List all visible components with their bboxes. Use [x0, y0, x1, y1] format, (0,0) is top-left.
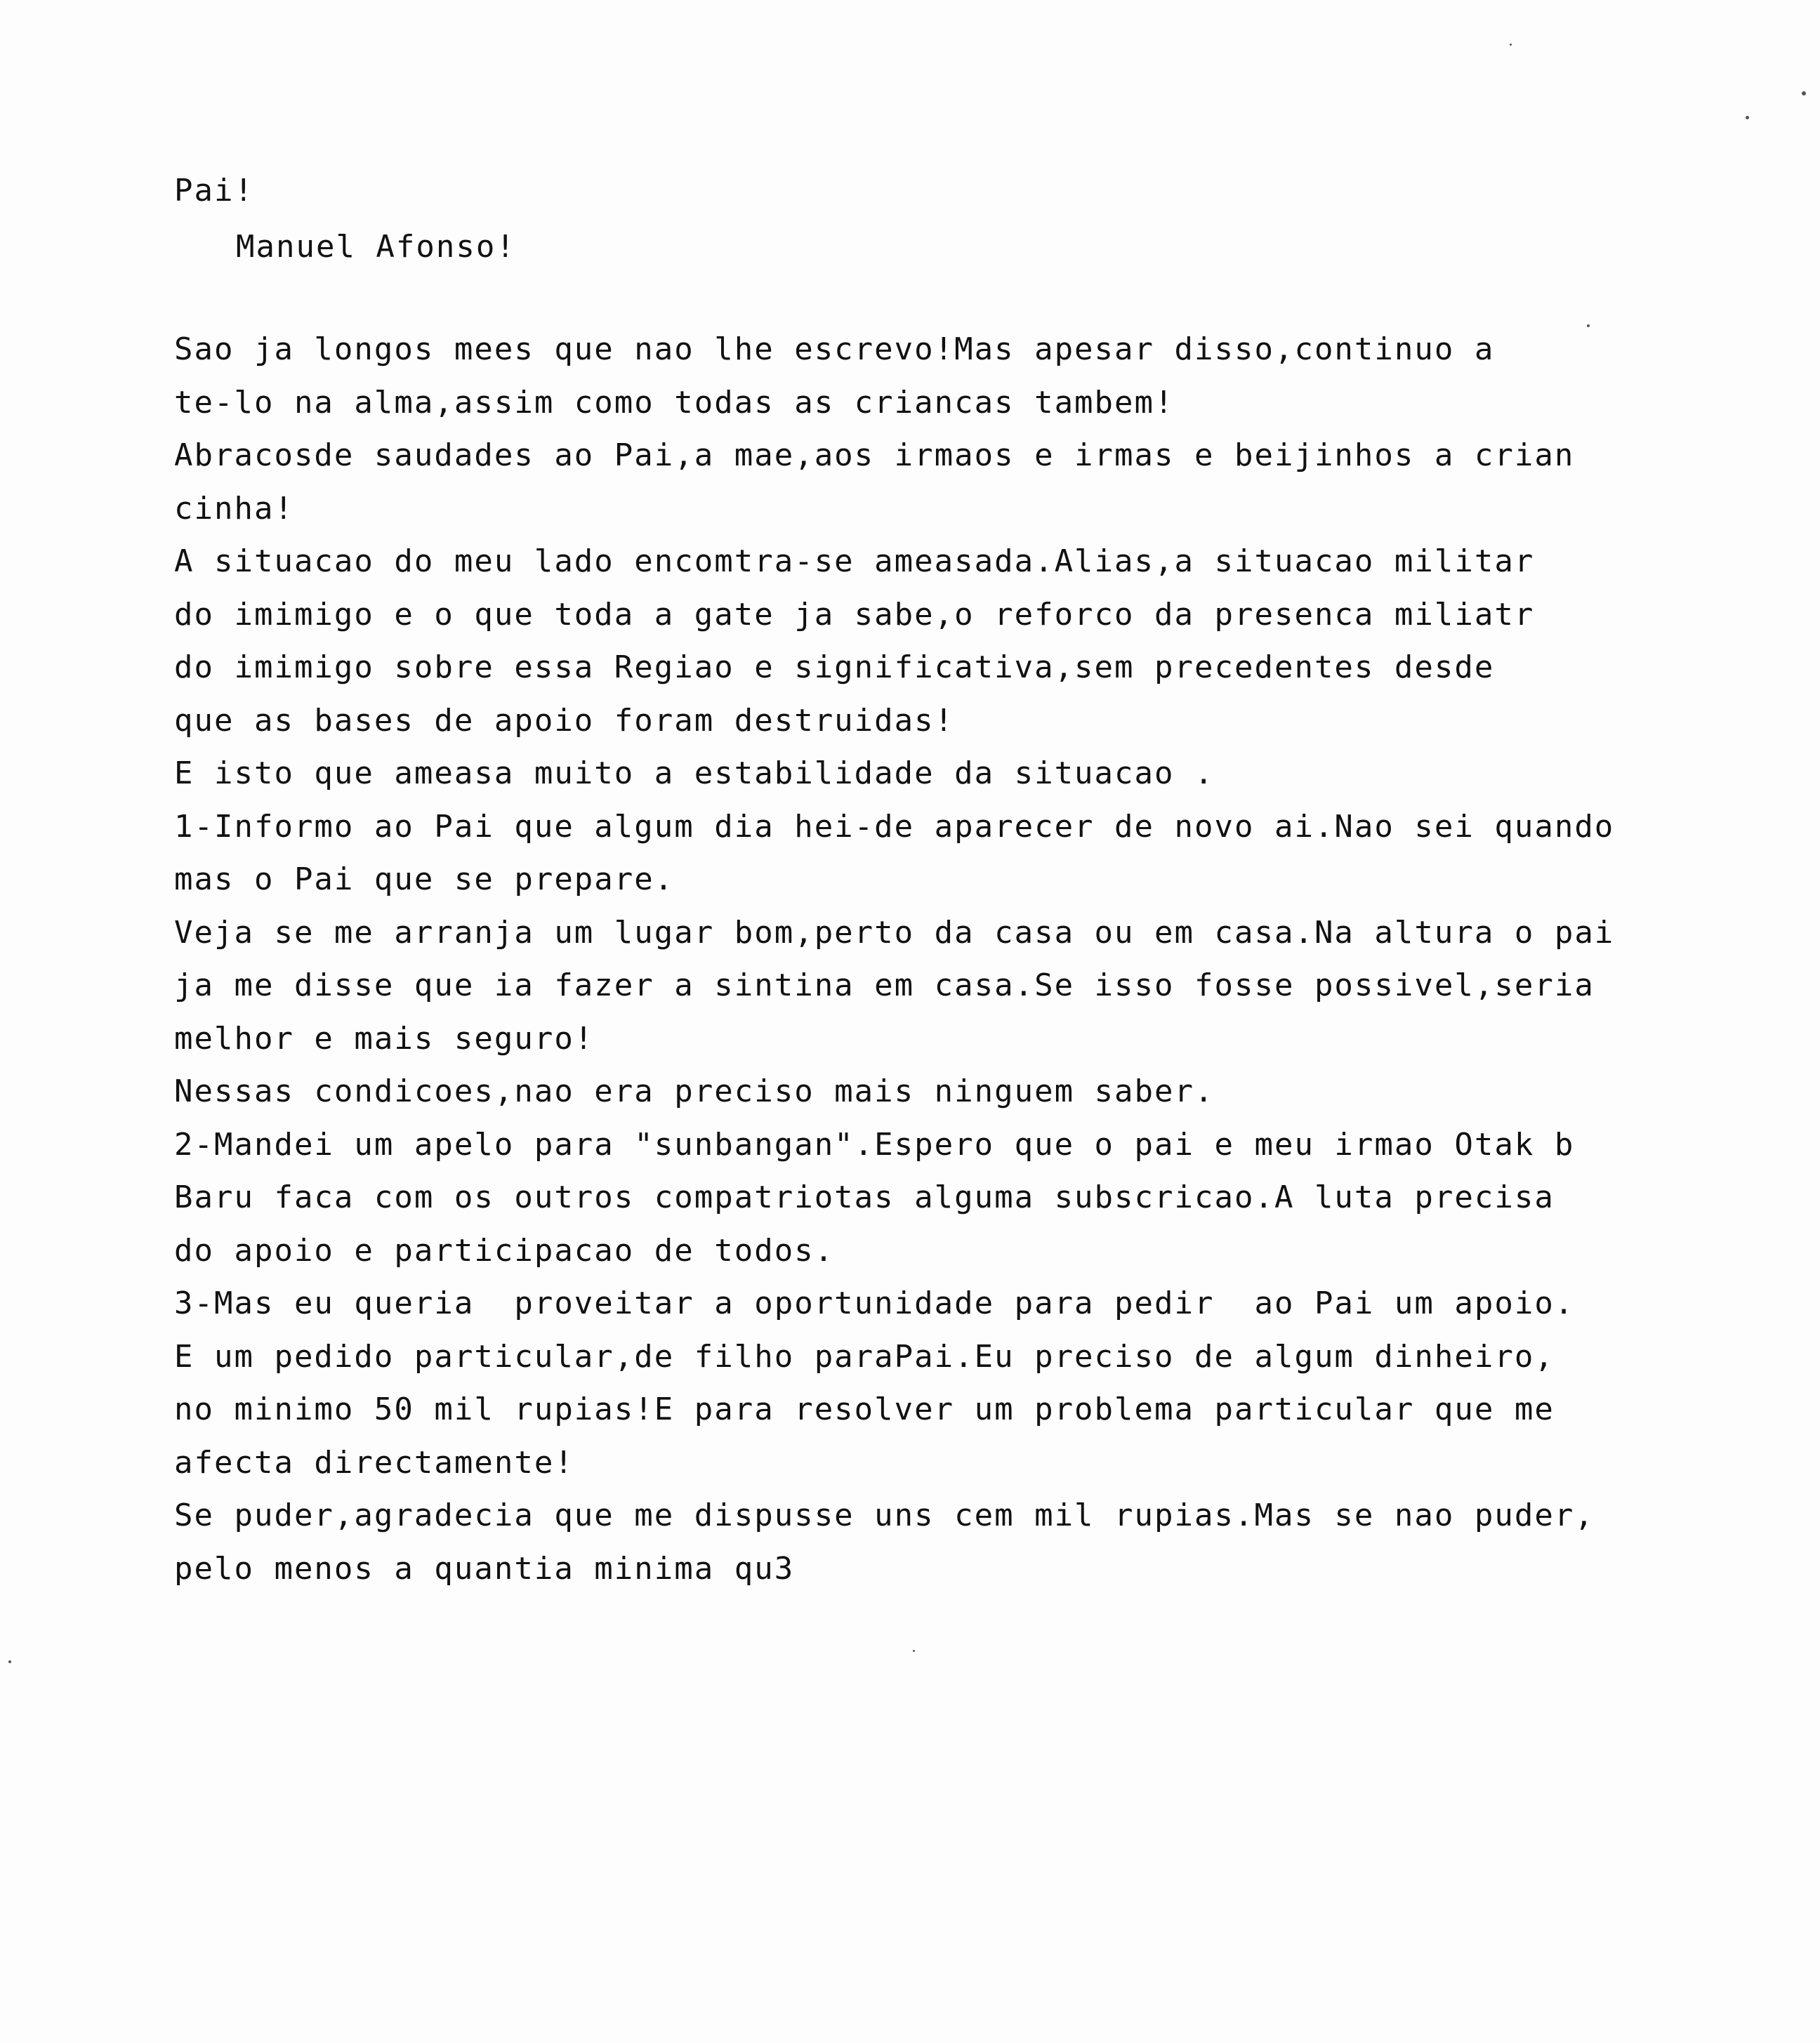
letter-line: te-lo na alma,assim como todas as criancas tambem! [174, 384, 1175, 421]
ink-speck [1746, 116, 1749, 119]
letter-line: do imimigo sobre essa Regiao e significativa,sem precedentes desde [174, 649, 1495, 685]
letter-line: do apoio e participacao de todos. [174, 1232, 835, 1269]
letter-line: Abracosde saudades ao Pai,a mae,aos irmaos e irmas e beijinhos a crian [174, 437, 1575, 473]
letter-line: Veja se me arranja um lugar bom,perto da casa ou em casa.Na altura o pai [174, 914, 1615, 951]
letter-line: no minimo 50 mil rupias!E para resolver um problema particular que me [174, 1391, 1555, 1427]
letter-line: melhor e mais seguro! [174, 1020, 595, 1057]
letter-line: afecta directamente! [174, 1444, 574, 1481]
letter-line: E isto que ameasa muito a estabilidade da situacao . [174, 755, 1215, 791]
ink-speck [913, 1650, 915, 1652]
recipient-name: Manuel Afonso! [236, 229, 516, 265]
letter-line: 3-Mas eu queria proveitar a oportunidade para pedir ao Pai um apoio. [174, 1285, 1575, 1321]
letter-line: que as bases de apoio foram destruidas! [174, 702, 955, 739]
letter-line: Baru faca com os outros compatriotas alguma subscricao.A luta precisa [174, 1179, 1555, 1215]
letter-line: Nessas condicoes,nao era preciso mais ninguem saber. [174, 1073, 1215, 1109]
salutation: Pai! [174, 173, 254, 209]
typed-letter [174, 163, 1691, 1595]
letter-line: 1-Informo ao Pai que algum dia hei-de aparecer de novo ai.Nao sei quando [174, 808, 1615, 845]
letter-line: 2-Mandei um apelo para "sunbangan".Espero que o pai e meu irmao Otak b [174, 1126, 1575, 1163]
letter-line: E um pedido particular,de filho paraPai.Eu preciso de algum dinheiro, [174, 1338, 1555, 1375]
letter-line: Se puder,agradecia que me dispusse uns cem mil rupias.Mas se nao puder, [174, 1497, 1595, 1533]
letter-line: ja me disse que ia fazer a sintina em casa.Se isso fosse possivel,seria [174, 967, 1595, 1003]
letter-line: do imimigo e o que toda a gate ja sabe,o reforco da presenca miliatr [174, 596, 1535, 633]
letter-line: pelo menos a quantia minima qu3 [174, 1550, 795, 1587]
letter-line: cinha! [174, 490, 294, 527]
ink-speck [1802, 91, 1806, 95]
letter-line: Sao ja longos mees que nao lhe escrevo!Mas apesar disso,continuo a [174, 331, 1495, 367]
letter-line: mas o Pai que se prepare. [174, 861, 675, 897]
letter-line: A situacao do meu lado encomtra-se ameasada.Alias,a situacao militar [174, 543, 1535, 579]
letter-body [174, 323, 1691, 1595]
ink-speck [1510, 44, 1512, 46]
ink-speck [8, 1660, 11, 1663]
